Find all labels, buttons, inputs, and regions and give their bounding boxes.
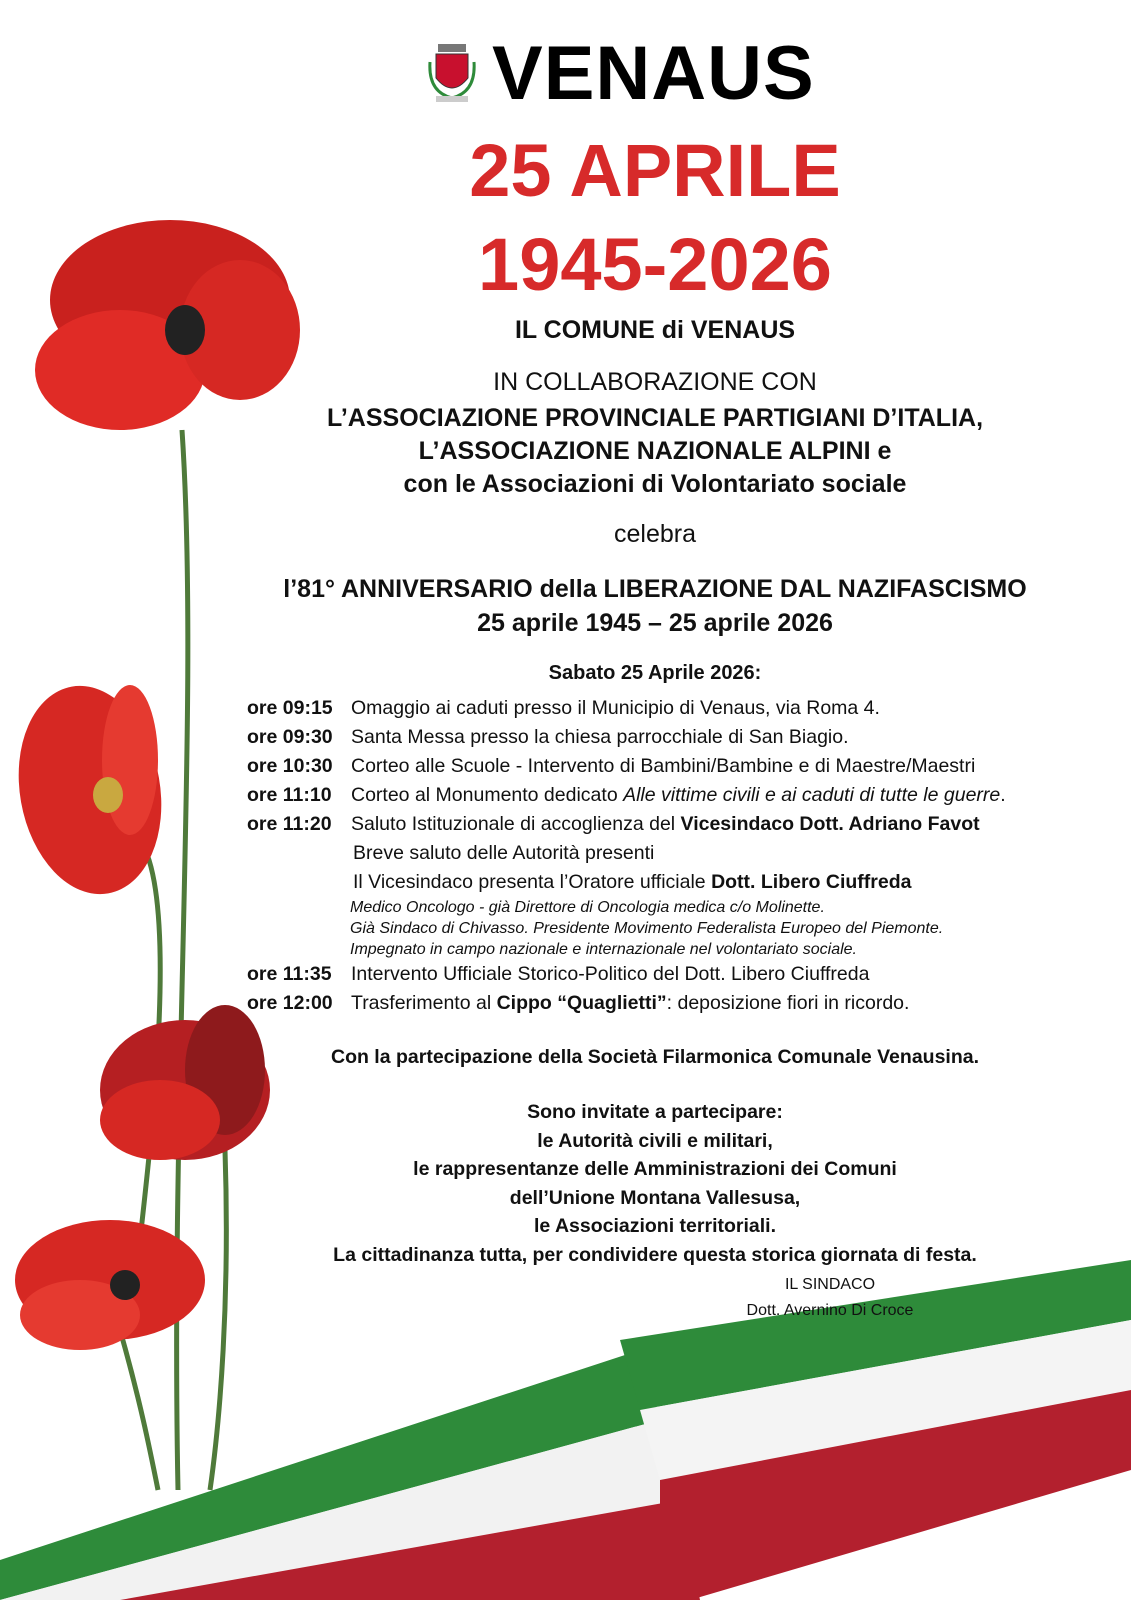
invited-line: le Associazioni territoriali. [533, 1215, 777, 1237]
speaker-bio [247, 897, 1087, 960]
desc-bold: Vicesindaco Dott. Adriano Favot [680, 813, 980, 835]
participation: Con la partecipazione della Società Filarmonica Comunale Venausina. [330, 1046, 980, 1068]
desc-bold: Dott. Libero Ciuffreda [711, 871, 912, 893]
crest-icon [428, 42, 476, 104]
signature [700, 1272, 960, 1324]
invited-line: La cittadinanza tutta, per condividere questa storica giornata di festa. [333, 1243, 977, 1266]
collab-line: con le Associazioni di Volontariato sociale [403, 470, 907, 498]
schedule-item [247, 989, 1087, 1018]
time: ore 11:10 [247, 784, 332, 806]
invited-list [240, 1098, 1070, 1269]
schedule-item [247, 810, 1087, 839]
time: ore 10:30 [247, 755, 333, 777]
invited-line: dell’Unione Montana Vallesusa, [509, 1186, 801, 1209]
date-title: 25 APRILE [469, 129, 841, 212]
bio-line: Già Sindaco di Chivasso. Presidente Movimento Federalista Europeo del Piemonte. [350, 920, 944, 937]
time: ore 09:15 [247, 697, 333, 719]
desc-italic: Alle vittime civili e ai caduti di tutte le guerre [623, 784, 1001, 806]
schedule-subitem: Breve saluto delle Autorità presenti [353, 842, 655, 864]
time: ore 11:20 [247, 813, 332, 835]
collab-intro: IN COLLABORAZIONE CON [493, 368, 817, 396]
time: ore 09:30 [247, 726, 333, 748]
schedule-day: Sabato 25 Aprile 2026: [548, 662, 762, 684]
schedule-item [247, 960, 1087, 989]
desc: Trasferimento al [351, 992, 497, 1014]
bio-line: Impegnato in campo nazionale e internazionale nel volontariato sociale. [350, 941, 857, 958]
collab-line: L’ASSOCIAZIONE PROVINCIALE PARTIGIANI D’ITALIA, [326, 404, 984, 432]
anniversary [240, 572, 1070, 640]
invited-line: le Autorità civili e militari, [537, 1129, 773, 1152]
desc-end: . [1000, 784, 1006, 806]
time: ore 12:00 [247, 992, 333, 1014]
town-title: VENAUS [492, 31, 815, 116]
bio-line: Medico Oncologo - già Direttore di Oncologia medica c/o Molinette. [350, 899, 825, 916]
schedule-item [247, 781, 1087, 810]
schedule [247, 694, 1087, 1018]
collab-list [240, 402, 1070, 501]
schedule-item [247, 723, 1087, 752]
invited-line: le rappresentanze delle Amministrazioni dei Comuni [413, 1158, 897, 1180]
anniversary-title: l’81° ANNIVERSARIO della LIBERAZIONE DAL NAZIFASCISMO [283, 575, 1027, 603]
desc: Saluto Istituzionale di accoglienza del [351, 813, 681, 835]
desc: Corteo alle Scuole - Intervento di Bambini/Bambine e di Maestre/Maestri [351, 755, 976, 777]
collab-line: L’ASSOCIAZIONE NAZIONALE ALPINI e [418, 437, 892, 465]
desc: Intervento Ufficiale Storico-Politico del Dott. Libero Ciuffreda [351, 963, 870, 985]
signature-name: Dott. Avernino Di Croce [746, 1302, 914, 1319]
desc: Corteo al Monumento dedicato [351, 784, 624, 806]
comune-heading: IL COMUNE di VENAUS [514, 316, 796, 344]
years-title: 1945-2026 [478, 223, 832, 306]
time: ore 11:35 [247, 963, 332, 985]
signature-role: IL SINDACO [784, 1276, 876, 1293]
anniversary-dates: 25 aprile 1945 – 25 aprile 2026 [477, 609, 833, 637]
invited-line: Sono invitate a partecipare: [527, 1101, 783, 1123]
desc: Santa Messa presso la chiesa parrocchiale di San Biagio. [351, 726, 849, 748]
desc: Il Vicesindaco presenta l’Oratore ufficiale [353, 871, 712, 893]
celebra-text: celebra [614, 520, 696, 548]
desc: Omaggio ai caduti presso il Municipio di Venaus, via Roma 4. [351, 697, 880, 719]
schedule-item [247, 752, 1087, 781]
schedule-subitem [247, 868, 1087, 897]
schedule-item [247, 694, 1087, 723]
desc-end: : deposizione fiori in ricordo. [666, 992, 910, 1014]
desc-bold: Cippo “Quaglietti” [496, 992, 667, 1014]
